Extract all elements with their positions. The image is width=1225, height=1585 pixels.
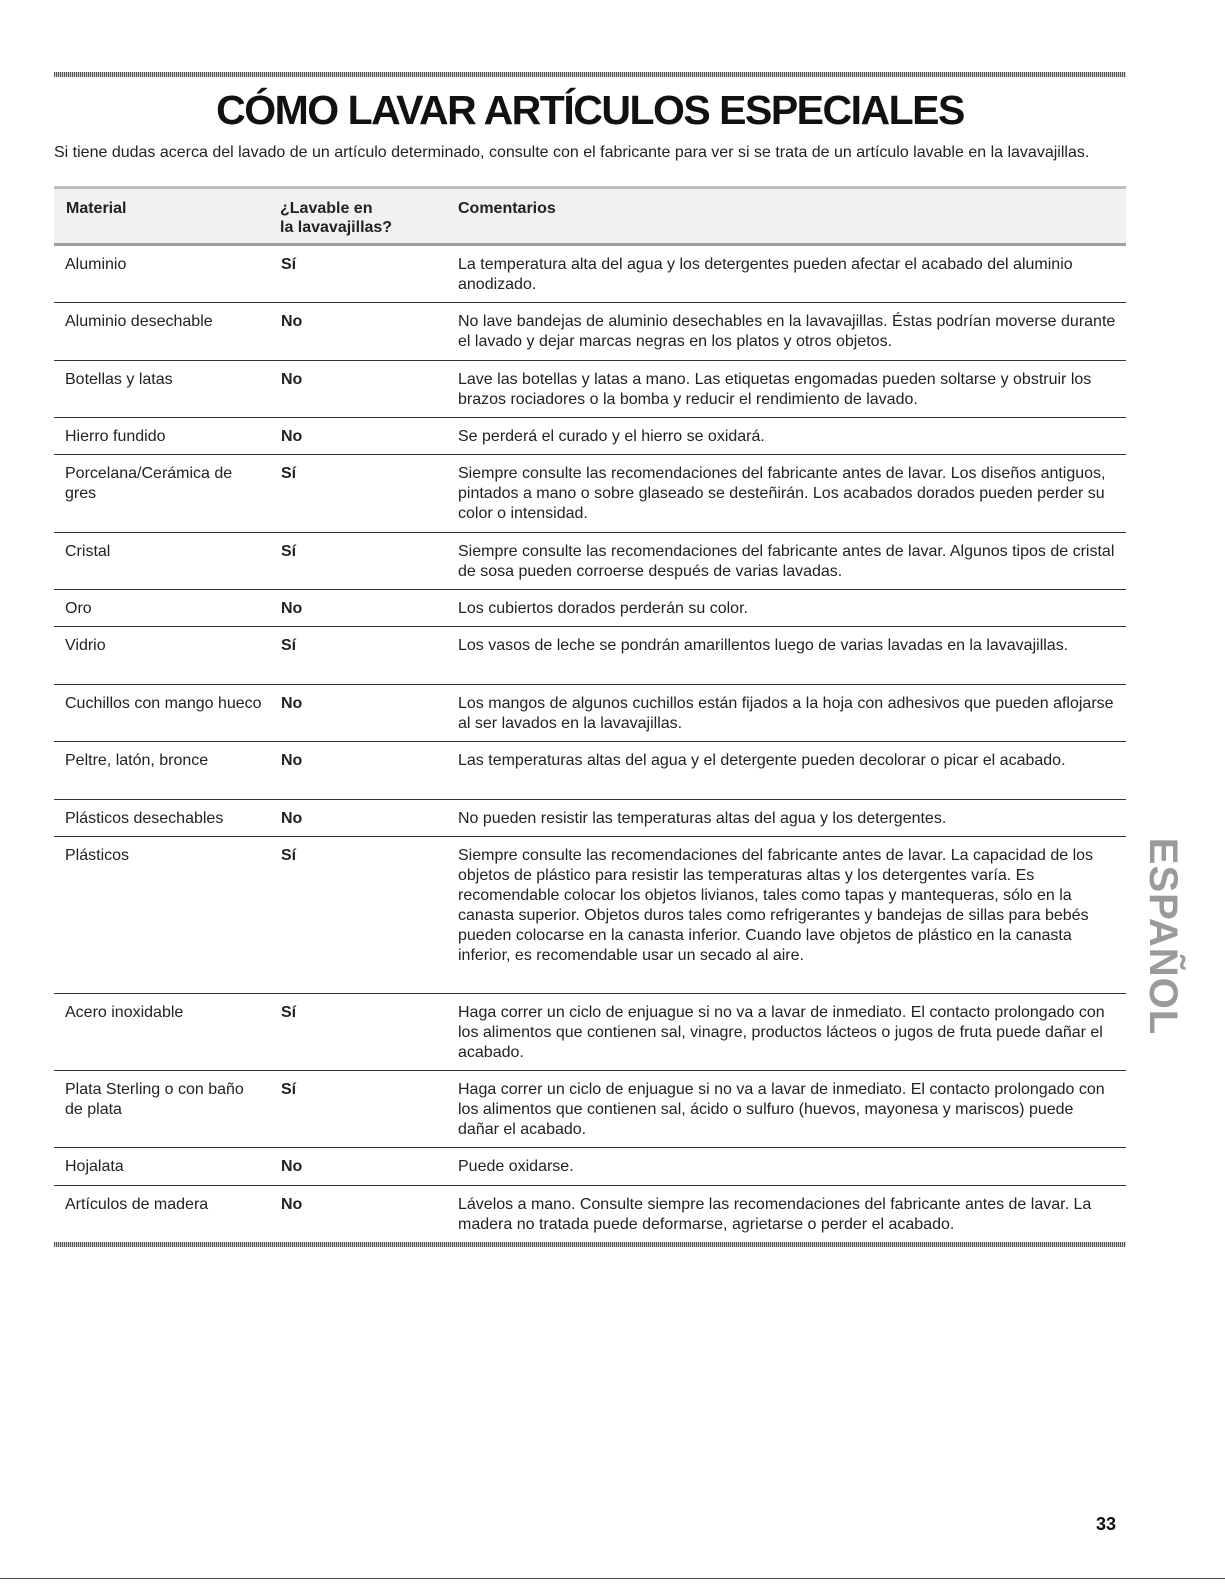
header-washable (280, 199, 392, 237)
header-washable-line1: ¿Lavable en (280, 200, 373, 217)
table-row (54, 418, 1126, 455)
washable-cell: Sí (281, 256, 297, 273)
comment-cell: Los mangos de algunos cuchillos están fijados a la hoja con adhesivos que pueden aflojarse al ser lavados en la lavavajillas. (458, 695, 1114, 732)
washable-cell: Sí (281, 847, 297, 864)
washable-cell: No (281, 752, 303, 769)
material-cell: Cuchillos con mango hueco (65, 695, 262, 712)
table-row (54, 837, 1126, 994)
intro-text: Si tiene dudas acerca del lavado de un artículo determinado, consulte con el fabricante para ver si se trata de un artículo lavable en la lavavajillas. (54, 144, 1090, 161)
comment-cell: Siempre consulte las recomendaciones del fabricante antes de lavar. Algunos tipos de cristal de sosa pueden corroerse después de varias lavadas. (458, 543, 1115, 580)
washable-cell: No (281, 428, 303, 445)
washable-cell: Sí (281, 1081, 297, 1098)
comment-cell: Haga correr un ciclo de enjuague si no va a lavar de inmediato. El contacto prolongado con los alimentos que contienen sal, vinagre, productos lácteos o jugos de fruta puede dañar el acabado. (458, 1004, 1105, 1061)
material-cell: Peltre, latón, bronce (65, 752, 209, 769)
material-cell: Vidrio (65, 637, 106, 654)
material-cell: Plásticos desechables (65, 810, 224, 827)
table-row (54, 1148, 1126, 1186)
top-divider (54, 72, 1126, 77)
table-row (54, 1071, 1126, 1148)
comment-cell: Siempre consulte las recomendaciones del fabricante antes de lavar. La capacidad de los objetos de plástico para resistir las temperaturas altas y los detergentes varía. Es recomendable colocar los objetos livianos, tales como tapas y mantequeras, sólo en la canasta superior. Objetos duros tales como refrigerantes y bandejas de sillas para bebés pueden colocarse en la canasta inferior. Cuando lave objetos de plástico en la canasta inferior, es recomendable usar un secado al aire. (458, 847, 1094, 964)
comment-cell: La temperatura alta del agua y los detergentes pueden afectar el acabado del aluminio anodizado. (458, 256, 1073, 293)
table-row (54, 303, 1126, 361)
washable-cell: Sí (281, 1004, 297, 1021)
bottom-divider (54, 1242, 1126, 1247)
table-row (54, 533, 1126, 590)
washable-cell: No (281, 371, 303, 388)
language-tab-label: ESPAÑOL (1141, 837, 1186, 1035)
table-row (54, 800, 1126, 837)
page-number: 33 (1096, 1514, 1117, 1534)
comment-cell: Lave las botellas y latas a mano. Las etiquetas engomadas pueden soltarse y obstruir los brazos rociadores o la bomba y reducir el rendimiento de lavado. (458, 371, 1092, 408)
comment-cell: Haga correr un ciclo de enjuague si no va a lavar de inmediato. El contacto prolongado con los alimentos que contienen sal, ácido o sulfuro (huevos, mayonesa y mariscos) puede dañar el acabado. (458, 1081, 1105, 1138)
table-row (54, 246, 1126, 303)
washable-cell: Sí (281, 637, 297, 654)
table-row (54, 1186, 1126, 1238)
comment-cell: Siempre consulte las recomendaciones del fabricante antes de lavar. Los diseños antiguos, pintados a mano o sobre glaseado se desteñirán. Los acabados dorados pueden perder su color o intensidad. (458, 465, 1106, 522)
table-row (54, 361, 1126, 418)
material-cell: Porcelana/Cerámica de gres (65, 465, 233, 502)
washable-cell: Sí (281, 465, 297, 482)
material-cell: Aluminio (65, 256, 127, 273)
material-cell: Hojalata (65, 1158, 124, 1175)
comment-cell: Las temperaturas altas del agua y el detergente pueden decolorar o picar el acabado. (458, 752, 1066, 769)
material-cell: Oro (65, 600, 92, 617)
washable-cell: No (281, 313, 303, 330)
material-cell: Artículos de madera (65, 1196, 209, 1213)
header-washable-line2: la lavavajillas? (280, 219, 393, 236)
washable-cell: No (281, 1158, 303, 1175)
comment-cell: No lave bandejas de aluminio desechables en la lavavajillas. Éstas podrían moverse durante el lavado y dejar marcas negras en los platos y otros objetos. (458, 313, 1116, 350)
material-cell: Hierro fundido (65, 428, 166, 445)
special-items-table (54, 186, 1126, 1247)
material-cell: Acero inoxidable (65, 1004, 184, 1021)
table-row (54, 685, 1126, 742)
comment-cell: Los vasos de leche se pondrán amarillentos luego de varias lavadas en la lavavajillas. (458, 637, 1069, 654)
page-title: CÓMO LAVAR ARTÍCULOS ESPECIALES (216, 87, 964, 133)
table-row (54, 742, 1126, 800)
material-cell: Botellas y latas (65, 371, 173, 388)
material-cell: Aluminio desechable (65, 313, 213, 330)
comment-cell: No pueden resistir las temperaturas altas del agua y los detergentes. (458, 810, 947, 827)
language-tab (1141, 818, 1186, 1054)
table-header (54, 186, 1126, 246)
header-material: Material (66, 200, 127, 217)
washable-cell: No (281, 600, 303, 617)
table-row (54, 455, 1126, 533)
page-edge-line (0, 1578, 1225, 1579)
material-cell: Plata Sterling o con baño de plata (65, 1081, 244, 1118)
washable-cell: No (281, 1196, 303, 1213)
material-cell: Plásticos (65, 847, 130, 864)
header-comments: Comentarios (458, 200, 556, 217)
washable-cell: No (281, 810, 303, 827)
comment-cell: Se perderá el curado y el hierro se oxidará. (458, 428, 765, 445)
washable-cell: No (281, 695, 303, 712)
material-cell: Cristal (65, 543, 111, 560)
table-row (54, 627, 1126, 685)
comment-cell: Los cubiertos dorados perderán su color. (458, 600, 748, 617)
table-row (54, 994, 1126, 1071)
comment-cell: Lávelos a mano. Consulte siempre las recomendaciones del fabricante antes de lavar. La madera no tratada puede deformarse, agrietarse o perder el acabado. (458, 1196, 1092, 1233)
washable-cell: Sí (281, 543, 297, 560)
comment-cell: Puede oxidarse. (458, 1158, 574, 1175)
table-row (54, 590, 1126, 627)
